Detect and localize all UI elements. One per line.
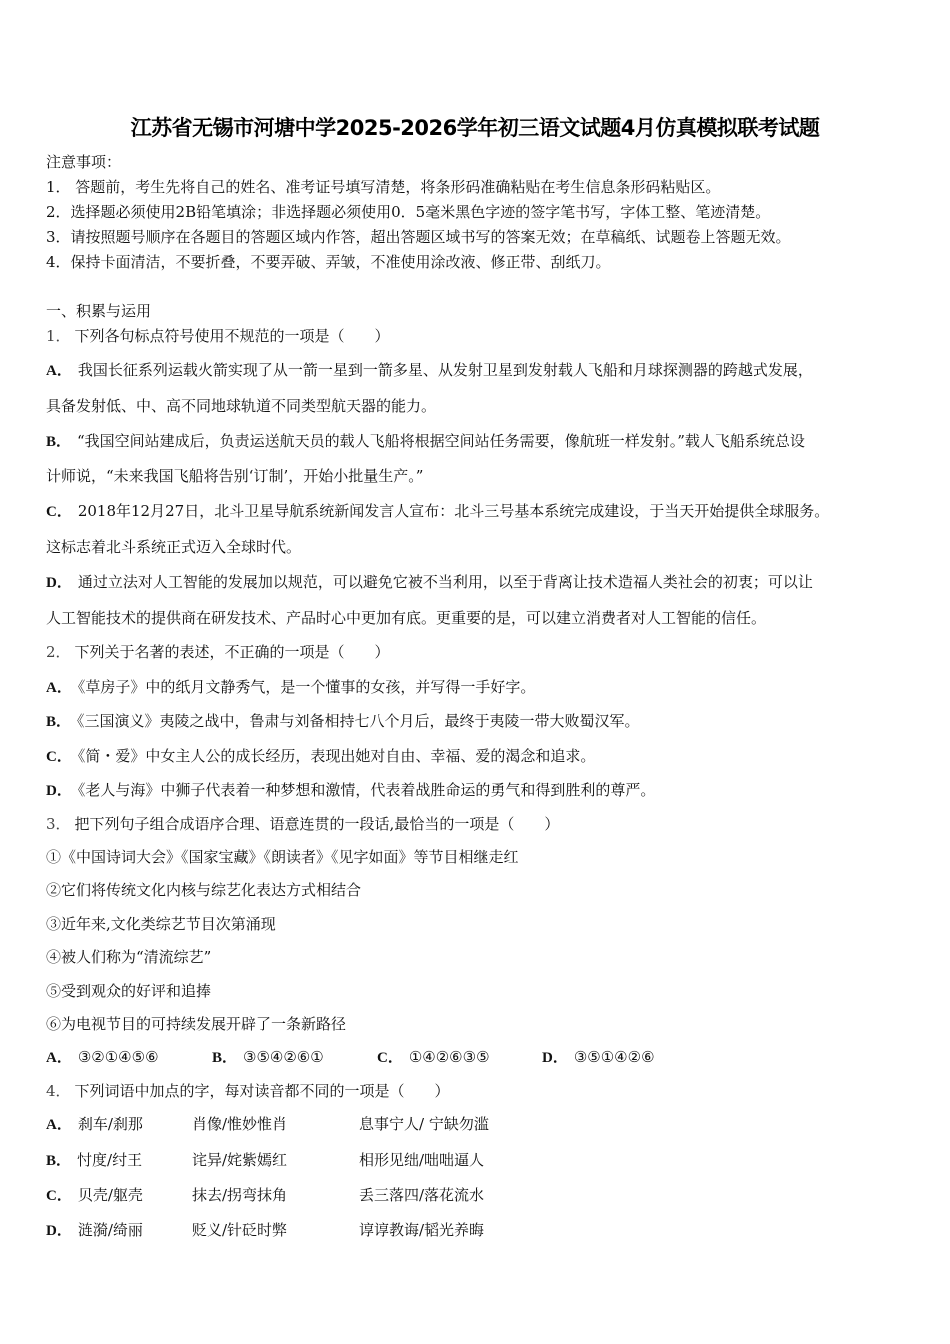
option-text: “我国空间站建成后，负责运送航天员的载人飞船将根据空间站任务需要，像航班一样发射。”载人飞船系统总设 xyxy=(77,432,805,450)
option-label: B． xyxy=(46,434,72,450)
q1-option-c-cont: 这标志着北斗系统正式迈入全球时代。 xyxy=(46,538,302,556)
q3-sentence-3: ③近年来,文化类综艺节目次第涌现 xyxy=(46,915,276,933)
option-text: 忖度/纣王 xyxy=(77,1151,143,1169)
option-text: ③⑤④②⑥① xyxy=(243,1048,324,1066)
question-text: 把下列句子组合成语序合理、语意连贯的一段话,最恰当的一项是（ ） xyxy=(74,815,560,833)
option-label: A． xyxy=(46,680,72,696)
q4-option-a-col2: 肖像/惟妙惟肖 xyxy=(192,1115,288,1133)
q3-option-b xyxy=(212,1047,324,1068)
q1-option-b xyxy=(46,431,805,452)
option-text: 刹车/刹那 xyxy=(77,1115,143,1133)
option-label: C． xyxy=(377,1050,403,1066)
q1-option-b-cont: 计师说，“未来我国飞船将告别‘订制’，开始小批量生产。” xyxy=(46,467,424,485)
q4-option-d-col3: 谆谆教诲/韬光养晦 xyxy=(359,1221,485,1239)
option-label: B． xyxy=(46,1153,72,1169)
q4-option-a-col3: 息事宁人/ 宁缺勿滥 xyxy=(359,1115,489,1133)
option-text: 《三国演义》夷陵之战中，鲁肃与刘备相持七八个月后，最终于夷陵一带大败蜀汉军。 xyxy=(77,712,640,730)
q1-option-a xyxy=(46,360,813,381)
question-3-stem xyxy=(46,814,559,834)
option-text: 《老人与海》中狮子代表着一种梦想和激情，代表着战胜命运的勇气和得到胜利的尊严。 xyxy=(77,781,656,799)
q4-option-b-col2: 诧异/姹紫嫣红 xyxy=(192,1151,288,1169)
q1-option-d xyxy=(46,572,813,593)
question-number: 1． xyxy=(46,327,71,345)
question-2-stem xyxy=(46,642,390,662)
option-text: 通过立法对人工智能的发展加以规范，可以避免它被不当利用，以至于背离让技术造福人类社会的初衷；可以让 xyxy=(77,573,813,591)
option-label: A． xyxy=(46,1050,72,1066)
option-text: 2018年12月27日，北斗卫星导航系统新闻发言人宣布：北斗三号基本系统完成建设，于当天开始提供全球服务。 xyxy=(77,502,830,520)
q1-option-a-cont: 具备发射低、中、高不同地球轨道不同类型航天器的能力。 xyxy=(46,397,437,415)
option-text: 《简・爱》中女主人公的成长经历，表现出她对自由、幸福、爱的渴念和追求。 xyxy=(77,747,596,765)
q2-option-c xyxy=(46,746,595,767)
question-text: 下列各句标点符号使用不规范的一项是（ ） xyxy=(74,327,390,345)
notice-heading: 注意事项： xyxy=(46,153,122,171)
section-heading: 一、积累与运用 xyxy=(46,302,152,320)
option-label: D． xyxy=(542,1050,568,1066)
option-label: C． xyxy=(46,1188,72,1204)
option-label: A． xyxy=(46,363,72,379)
option-text: ③⑤①④②⑥ xyxy=(573,1048,655,1066)
option-text: 《草房子》中的纸月文静秀气，是一个懂事的女孩，并写得一手好字。 xyxy=(77,678,536,696)
q2-option-d xyxy=(46,780,655,801)
q1-option-c xyxy=(46,501,829,522)
q4-option-b-col1 xyxy=(46,1150,142,1171)
option-label: C． xyxy=(46,749,72,765)
question-number: 2． xyxy=(46,643,71,661)
question-text: 下列关于名著的表述，不正确的一项是（ ） xyxy=(74,643,390,661)
option-text: 我国长征系列运载火箭实现了从一箭一星到一箭多星、从发射卫星到发射载人飞船和月球探测器的跨越式发展， xyxy=(77,361,813,379)
q3-option-d xyxy=(542,1047,655,1068)
q4-option-c-col3: 丢三落四/落花流水 xyxy=(359,1186,485,1204)
option-label: B． xyxy=(46,714,72,730)
q4-option-d-col1 xyxy=(46,1220,143,1241)
question-1-stem xyxy=(46,326,390,346)
q4-option-c-col2: 抹去/拐弯抹角 xyxy=(192,1186,288,1204)
q4-option-c-col1 xyxy=(46,1185,143,1206)
notice-item-1: 1． 答题前，考生先将自己的姓名、准考证号填写清楚，将条形码准确粘贴在考生信息条形码粘贴区。 xyxy=(46,178,721,196)
q3-option-c xyxy=(377,1047,490,1068)
q3-sentence-4: ④被人们称为“清流综艺” xyxy=(46,948,212,966)
q3-sentence-2: ②它们将传统文化内核与综艺化表达方式相结合 xyxy=(46,881,362,899)
option-text: 贝壳/躯壳 xyxy=(77,1186,143,1204)
option-text: ③②①④⑤⑥ xyxy=(77,1048,159,1066)
option-label: D． xyxy=(46,575,72,591)
option-text: 涟漪/绮丽 xyxy=(77,1221,143,1239)
option-label: B． xyxy=(212,1050,238,1066)
q3-sentence-6: ⑥为电视节目的可持续发展开辟了一条新路径 xyxy=(46,1015,347,1033)
q3-option-a xyxy=(46,1047,159,1068)
option-label: D． xyxy=(46,783,72,799)
option-label: D． xyxy=(46,1223,72,1239)
q3-sentence-5: ⑤受到观众的好评和追捧 xyxy=(46,982,212,1000)
notice-item-3: 3．请按照题号顺序在各题目的答题区域内作答，超出答题区域书写的答案无效；在草稿纸、试题卷上答题无效。 xyxy=(46,228,791,246)
option-label: C． xyxy=(46,504,72,520)
q2-option-a xyxy=(46,677,535,698)
q2-option-b xyxy=(46,711,640,732)
q3-sentence-1: ①《中国诗词大会》《国家宝藏》《朗读者》《见字如面》等节目相继走红 xyxy=(46,848,519,866)
q4-option-d-col2: 贬义/针砭时弊 xyxy=(192,1221,288,1239)
question-number: 4． xyxy=(46,1082,71,1100)
option-text: ①④②⑥③⑤ xyxy=(408,1048,490,1066)
notice-item-4: 4．保持卡面清洁，不要折叠，不要弄破、弄皱，不准使用涂改液、修正带、刮纸刀。 xyxy=(46,253,611,271)
question-text: 下列词语中加点的字，每对读音都不同的一项是（ ） xyxy=(74,1082,450,1100)
option-label: A． xyxy=(46,1117,72,1133)
question-number: 3． xyxy=(46,815,71,833)
q4-option-b-col3: 相形见绌/咄咄逼人 xyxy=(359,1151,485,1169)
notice-item-2: 2．选择题必须使用2B铅笔填涂；非选择题必须使用0．5毫米黑色字迹的签字笔书写，字体工整、笔迹清楚。 xyxy=(46,203,771,221)
page-title: 江苏省无锡市河塘中学2025-2026学年初三语文试题4月仿真模拟联考试题 xyxy=(130,116,820,140)
q1-option-d-cont: 人工智能技术的提供商在研发技术、产品时心中更加有底。更重要的是，可以建立消费者对人工智能的信任。 xyxy=(46,609,767,627)
question-4-stem xyxy=(46,1081,450,1101)
q4-option-a-col1 xyxy=(46,1114,143,1135)
